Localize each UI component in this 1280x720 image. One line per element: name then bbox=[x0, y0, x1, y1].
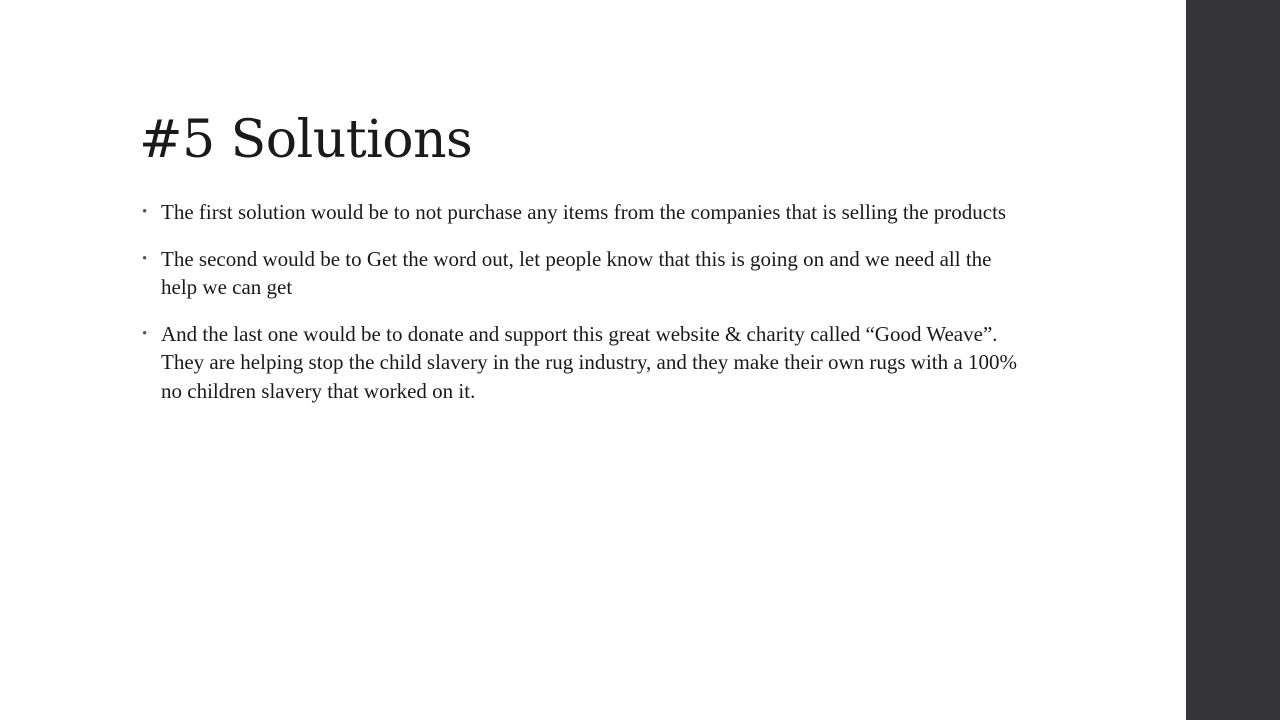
bullet-dot-icon: • bbox=[142, 325, 148, 342]
bullet-text-3: And the last one would be to donate and support this great website & charity called “Good Weave”. They are helping stop the child slavery in the rug industry, and they make their own rugs with a 100% no children slavery that worked on it. bbox=[161, 321, 1017, 403]
bullet-text-2: The second would be to Get the word out, let people know that this is going on and we need all the help we can get bbox=[161, 246, 992, 299]
slide-title: #5 Solutions bbox=[139, 110, 473, 170]
bullet-text-1: The first solution would be to not purchase any items from the companies that is selling the products bbox=[161, 200, 1007, 224]
bullet-dot-icon: • bbox=[142, 250, 148, 267]
bullet-item-2 bbox=[142, 245, 1022, 302]
bullet-list bbox=[142, 198, 1022, 423]
bullet-item-1 bbox=[142, 198, 1022, 227]
bullet-dot-icon: • bbox=[142, 204, 148, 220]
bullet-item-3 bbox=[142, 320, 1022, 406]
side-accent-bar bbox=[1186, 0, 1280, 720]
